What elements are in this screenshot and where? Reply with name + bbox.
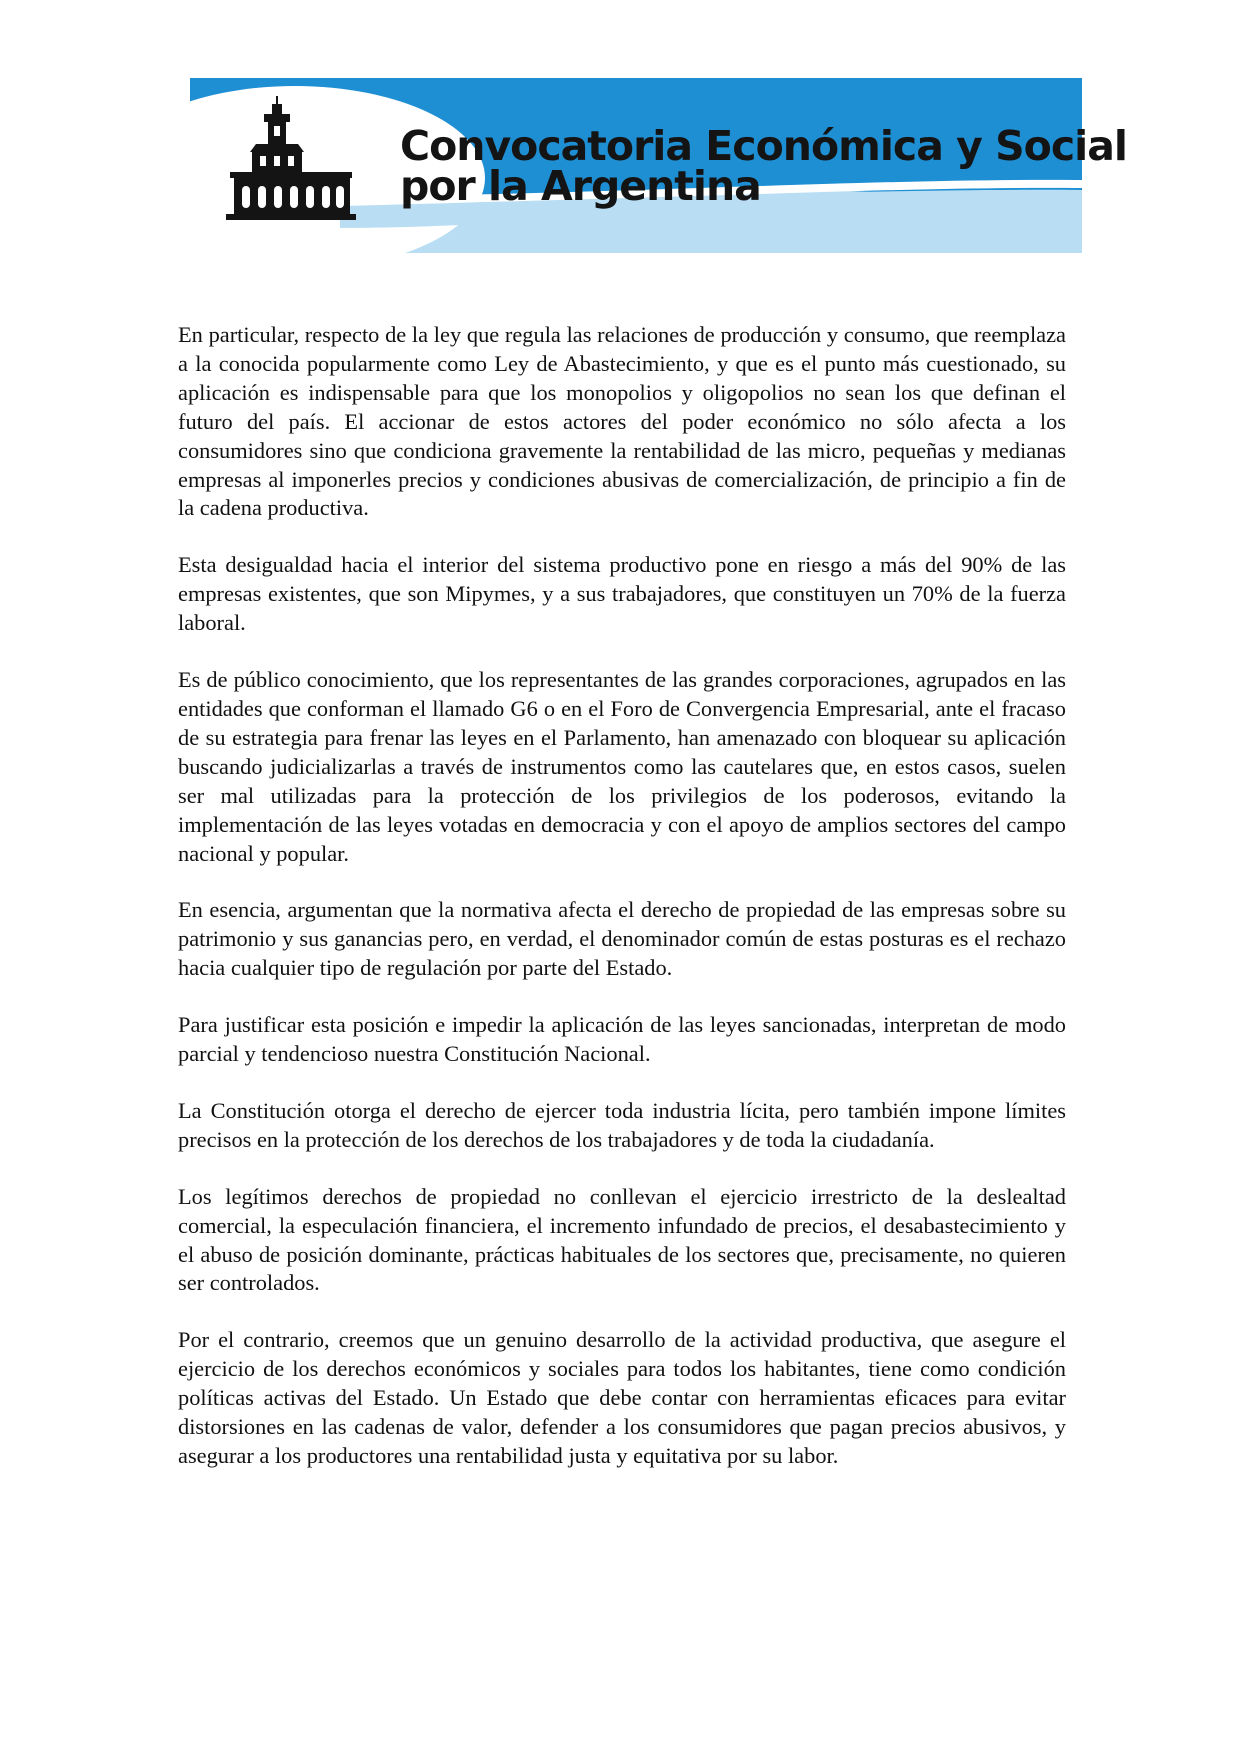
paragraph: La Constitución otorga el derecho de ejercer toda industria lícita, pero también impone límites precisos en la protección de los derechos de los trabajadores y de toda la ciudadanía. (178, 1097, 1066, 1152)
header-title-line2: por la Argentina (400, 162, 761, 210)
paragraph: Los legítimos derechos de propiedad no conllevan el ejercicio irrestricto de la deslealtad comercial, la especulación financiera, el incremento infundado de precios, el desabastecimiento y el abuso de posición dominante, prácticas habituales de los sectores que, precisamente, no quieren ser controlados. (178, 1183, 1066, 1296)
paragraph: Es de público conocimiento, que los representantes de las grandes corporaciones, agrupados en las entidades que conforman el llamado G6 o en el Foro de Convergencia Empresarial, ante el fracaso de su estrategia para frenar las leyes en el Parlamento, han amenazado con bloquear su aplicación buscando judicializarlas a través de instrumentos como las cautelares que, en estos casos, suelen ser mal utilizadas para la protección de los privilegios de los poderosos, evitando la implementación de las leyes votadas en democracia y con el apoyo de amplios sectores del campo nacional y popular. (178, 667, 1066, 866)
paragraph: En particular, respecto de la ley que regula las relaciones de producción y consumo, que reemplaza a la conocida popularmente como Ley de Abastecimiento, y que es el punto más cuestionado, su aplicación es indispensable para que los monopolios y oligopolios no sean los que definan el futuro del país. El accionar de estos actores del poder económico no sólo afecta a los consumidores sino que condiciona gravemente la rentabilidad de las micro, pequeñas y medianas empresas al imponerles precios y condiciones abusivas de comercialización, de principio a fin de la cadena productiva. (178, 322, 1066, 521)
header-title-line1: Convocatoria Económica y Social (400, 122, 1127, 170)
paragraph: Por el contrario, creemos que un genuino desarrollo de la actividad productiva, que asegure el ejercicio de los derechos económicos y sociales para todos los habitantes, tiene como condición políticas activas del Estado. Un Estado que debe contar con herramientas eficaces para evitar distorsiones en las cadenas de valor, defender a los consumidores que pagan precios abusivos, y asegurar a los productores una rentabilidad justa y equitativa por su labor. (178, 1327, 1066, 1468)
document-body (178, 321, 1066, 1499)
paragraph: Para justificar esta posición e impedir la aplicación de las leyes sancionadas, interpretan de modo parcial y tendencioso nuestra Constitución Nacional. (178, 1012, 1066, 1067)
paragraph: En esencia, argumentan que la normativa afecta el derecho de propiedad de las empresas sobre su patrimonio y sus ganancias pero, en verdad, el denominador común de estas posturas es el rechazo hacia cualquier tipo de regulación por parte del Estado. (178, 897, 1066, 981)
header-title (400, 122, 1127, 210)
header-banner (190, 78, 1127, 253)
paragraph: Esta desigualdad hacia el interior del sistema productivo pone en riesgo a más del 90% de las empresas existentes, que son Mipymes, y a sus trabajadores, que constituyen un 70% de la fuerza laboral. (178, 552, 1066, 636)
